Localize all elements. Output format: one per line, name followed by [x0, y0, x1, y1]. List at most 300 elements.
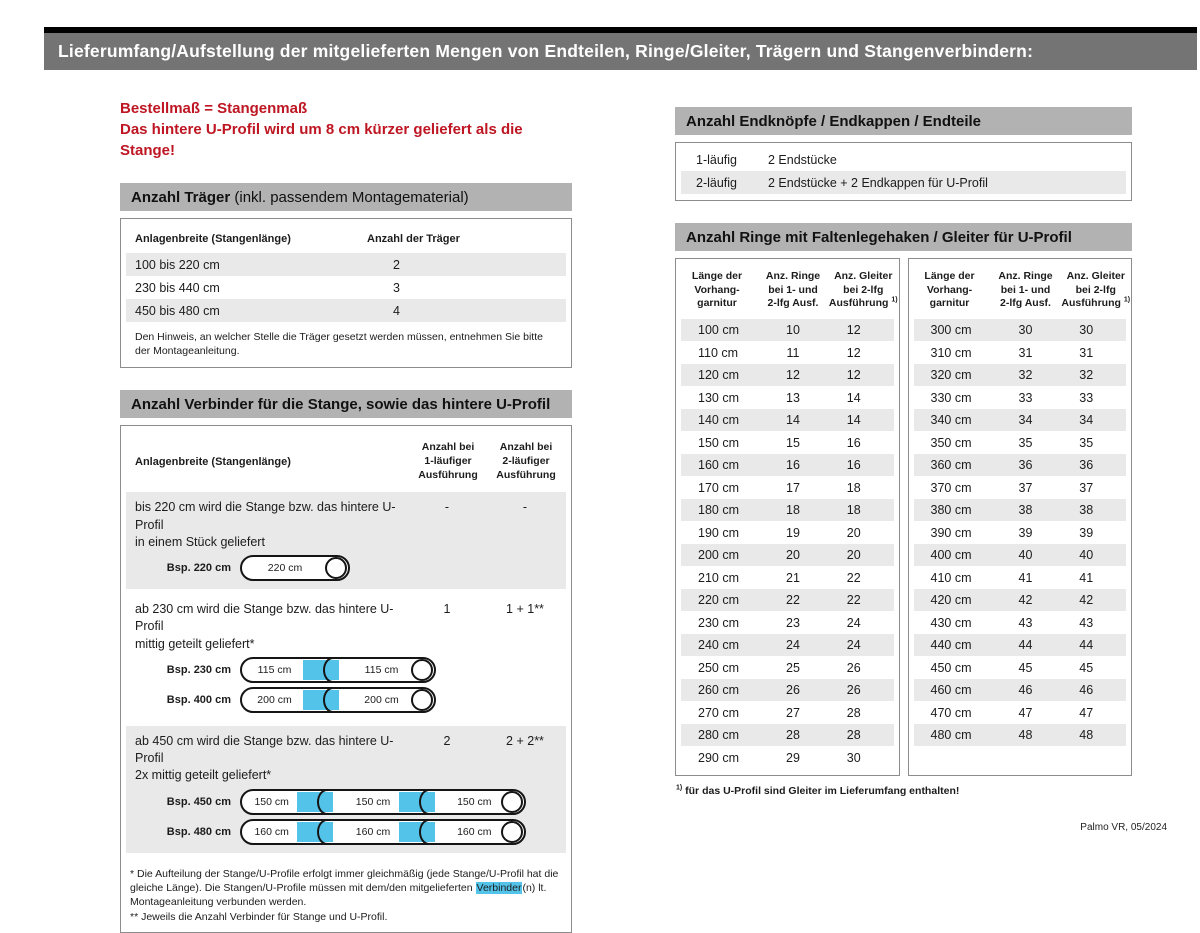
gleiter-count-cell: 28: [846, 728, 861, 743]
gleiter-count-cell: 26: [846, 660, 861, 675]
rod-segment-label: 150 cm: [355, 795, 391, 808]
laeufigkeit-cell: 2-läufig: [696, 175, 737, 190]
gleiter-footnote-text: für das U-Profil sind Gleiter im Lieferumfang enthalten!: [682, 784, 960, 797]
garnitur-length-cell: 350 cm: [930, 435, 972, 450]
rod-segment-label: 160 cm: [457, 825, 492, 838]
traeger-row: [126, 299, 566, 322]
description-line-1: bis 220 cm wird die Stange bzw. das hintere U-Profil: [135, 500, 396, 532]
header-line: Anz. Gleiter: [1066, 270, 1125, 282]
ringe-row: [681, 566, 894, 589]
gleiter-count-cell: 28: [846, 705, 861, 720]
rod-endcap-icon: [501, 821, 523, 843]
ringe-count-cell: 10: [786, 323, 800, 338]
ringe-row: [681, 386, 894, 409]
verbinder-table-body: [121, 492, 571, 852]
header-line: bei 1- und: [768, 283, 818, 296]
garnitur-length-cell: 160 cm: [698, 458, 739, 473]
ringe-count-cell: 44: [1018, 638, 1033, 653]
garnitur-length-cell: 330 cm: [930, 390, 972, 405]
ringe-gleiter-table: [675, 258, 1132, 776]
garnitur-length-cell: 120 cm: [698, 368, 739, 383]
traeger-row: [126, 253, 566, 276]
traeger-table-header: [121, 224, 571, 253]
rod-connector: [403, 791, 445, 813]
garnitur-length-cell: 260 cm: [698, 683, 739, 698]
gleiter-count-cell: 20: [846, 548, 861, 563]
endteile-cell: 2 Endstücke + 2 Endkappen für U-Profil: [768, 175, 988, 190]
gleiter-count-cell: 16: [846, 435, 861, 450]
gleiter-count-cell: 35: [1079, 435, 1094, 450]
header-line: Anz. Gleiter: [834, 270, 893, 282]
gleiter-count-cell: 40: [1079, 548, 1094, 563]
laeufigkeit-cell: 1-läufig: [696, 152, 737, 167]
notice-line-2: Das hintere U-Profil wird um 8 cm kürzer geliefert als die Stange!: [120, 121, 523, 159]
ringe-count-cell: 12: [786, 368, 800, 383]
ringe-count-cell: 47: [1018, 705, 1033, 720]
gleiter-count-cell: 22: [846, 570, 861, 585]
ringe-row: [681, 319, 894, 342]
gleiter-count-cell: 48: [1079, 728, 1094, 743]
header-line: Anzahl bei: [499, 441, 553, 454]
verbinder-highlight: Verbinder: [476, 882, 522, 894]
rod-example-label: Bsp. 230 cm: [166, 663, 231, 676]
traeger-section-title-suffix: (inkl. passendem Montagematerial): [230, 188, 469, 206]
ringe-count-cell: 23: [786, 615, 800, 630]
description-line-1: ab 450 cm wird die Stange bzw. das hintere U-Profil: [135, 733, 394, 766]
rod-segment-label: 200 cm: [257, 693, 292, 706]
gleiter-count-cell: 42: [1079, 593, 1094, 608]
garnitur-length-cell: 360 cm: [930, 458, 972, 473]
garnitur-length-cell: 470 cm: [930, 705, 972, 720]
garnitur-length-cell: 440 cm: [930, 638, 972, 653]
ringe-row: [914, 679, 1127, 702]
ringe-count-cell: 24: [786, 638, 800, 653]
traeger-count-cell: 2: [393, 257, 400, 272]
version-label: Palmo VR, 05/2024: [1080, 822, 1167, 833]
ringe-row: [914, 701, 1127, 724]
garnitur-length-cell: 280 cm: [698, 728, 739, 743]
ringe-row: [914, 364, 1127, 387]
header-line: garnitur: [697, 297, 737, 310]
rod-connector: [307, 659, 349, 681]
ringe-header-row: [909, 263, 1132, 319]
garnitur-length-cell: 250 cm: [698, 660, 739, 675]
verbinder-table-header: [121, 431, 571, 492]
ringe-count-cell: 13: [786, 390, 800, 405]
header-line: 2-lfg Ausf.: [1000, 297, 1051, 310]
anlagenbreite-cell: 100 bis 220 cm: [135, 257, 220, 272]
rod-graphic: [240, 657, 436, 683]
header-line: 2-läufiger: [502, 454, 550, 467]
ringe-row: [681, 341, 894, 364]
connector-arc: [419, 819, 439, 845]
gleiter-count-cell: 14: [846, 413, 861, 428]
traeger-table-body: [121, 253, 571, 322]
gleiter-footnote-marker: 1): [676, 784, 683, 792]
description-line-1: ab 230 cm wird die Stange bzw. das hintere U-Profil: [135, 602, 394, 634]
count-1-laeufig-cell: 1: [443, 602, 451, 617]
rod-endcap-icon: [325, 557, 347, 579]
gleiter-count-cell: 45: [1079, 660, 1094, 675]
ringe-row: [681, 431, 894, 454]
ringe-count-cell: 28: [786, 728, 800, 743]
endteile-section-title: Anzahl Endknöpfe / Endkappen / Endteile: [686, 112, 982, 130]
ringe-section-title: Anzahl Ringe mit Faltenlegehaken / Gleiter für U-Profil: [686, 228, 1072, 246]
rod-segment-label: 150 cm: [457, 795, 492, 808]
rod-graphic: [240, 555, 350, 581]
gleiter-count-cell: 37: [1079, 480, 1094, 495]
ringe-row: [681, 701, 894, 724]
ringe-row: [681, 724, 894, 747]
rod-segment-label: 150 cm: [254, 795, 289, 808]
rod-segment-label: 115 cm: [257, 663, 292, 676]
garnitur-length-cell: 200 cm: [698, 548, 739, 563]
connector-arc: [317, 819, 337, 845]
ringe-count-cell: 42: [1018, 593, 1033, 608]
ringe-count-cell: 32: [1018, 368, 1033, 383]
garnitur-length-cell: 170 cm: [698, 480, 739, 495]
endteile-cell: 2 Endstücke: [768, 152, 837, 167]
rod-diagram: [135, 555, 564, 581]
header-line: Länge der: [691, 270, 743, 282]
traeger-col1-header: Anlagenbreite (Stangenlänge): [135, 233, 291, 245]
verbinder-footnotes: [121, 858, 571, 927]
ringe-count-cell: 25: [786, 660, 800, 675]
ringe-section-header: [675, 223, 1132, 251]
garnitur-length-cell: 310 cm: [930, 345, 972, 360]
gleiter-count-cell: 41: [1079, 570, 1094, 585]
garnitur-length-cell: 390 cm: [930, 525, 972, 540]
ringe-row: [914, 409, 1127, 432]
ringe-count-cell: 45: [1018, 660, 1033, 675]
garnitur-length-cell: 100 cm: [698, 323, 739, 338]
garnitur-length-cell: 410 cm: [930, 570, 972, 585]
ringe-count-cell: 35: [1018, 435, 1033, 450]
ringe-col1-header: [909, 270, 991, 311]
ringe-count-cell: 31: [1018, 345, 1033, 360]
gleiter-count-cell: 14: [846, 390, 861, 405]
garnitur-length-cell: 320 cm: [930, 368, 972, 383]
rod-segment-label: 160 cm: [355, 825, 391, 838]
ringe-count-cell: 15: [786, 435, 800, 450]
ringe-row: [681, 454, 894, 477]
garnitur-length-cell: 140 cm: [698, 413, 739, 428]
garnitur-length-cell: 210 cm: [698, 570, 739, 585]
footnote-asterisk-text-end: (n) lt. Montageanleitung verbunden werden.: [130, 882, 547, 909]
verbinder-table: [120, 425, 572, 933]
ringe-row: [914, 341, 1127, 364]
header-line: Ausführung $^{1)}$: [1061, 296, 1131, 310]
ringe-row: [914, 476, 1127, 499]
garnitur-length-cell: 230 cm: [698, 615, 739, 630]
ringe-count-cell: 20: [786, 548, 800, 563]
gleiter-count-cell: 12: [846, 345, 861, 360]
rod-diagram: [135, 657, 564, 683]
garnitur-length-cell: 300 cm: [930, 323, 972, 338]
verbinder-col2-header: [409, 441, 487, 482]
rod-connector: [403, 821, 445, 843]
ringe-count-cell: 16: [786, 458, 800, 473]
page-title-bar: [44, 27, 1197, 70]
order-size-notice: [120, 98, 572, 161]
header-line: Länge der: [924, 270, 975, 282]
ringe-row: [914, 634, 1127, 657]
garnitur-length-cell: 340 cm: [930, 413, 972, 428]
verbinder-row: [126, 492, 566, 589]
rod-endcap-icon: [411, 659, 433, 681]
gleiter-footnote: [675, 785, 1132, 797]
garnitur-length-cell: 400 cm: [930, 548, 972, 563]
header-line: Ausführung: [496, 468, 556, 481]
garnitur-length-cell: 460 cm: [930, 683, 972, 698]
ringe-row: [681, 634, 894, 657]
verbinder-row-description: [135, 733, 408, 785]
count-2-laeufig-cell: -: [522, 500, 528, 515]
ringe-count-cell: 46: [1018, 683, 1033, 698]
header-line: Ausführung: [418, 468, 478, 481]
endteile-table: [675, 142, 1132, 201]
ringe-count-cell: 34: [1018, 413, 1033, 428]
rod-endcap-icon: [411, 689, 433, 711]
gleiter-count-cell: 34: [1079, 413, 1094, 428]
verbinder-section-title: Anzahl Verbinder für die Stange, sowie das hintere U-Profil: [131, 395, 551, 413]
ringe-count-cell: 26: [786, 683, 800, 698]
gleiter-count-cell: 16: [846, 458, 861, 473]
ringe-count-cell: 36: [1018, 458, 1033, 473]
verbinder-row-description: [135, 601, 408, 653]
ringe-row: [681, 589, 894, 612]
ringe-count-cell: 22: [786, 593, 800, 608]
garnitur-length-cell: 430 cm: [930, 615, 972, 630]
gleiter-count-cell: 26: [846, 683, 861, 698]
garnitur-length-cell: 290 cm: [698, 750, 739, 765]
gleiter-count-cell: 30: [1079, 323, 1094, 338]
rod-diagram: [135, 789, 564, 815]
ringe-row: [914, 724, 1127, 747]
garnitur-length-cell: 450 cm: [930, 660, 972, 675]
garnitur-length-cell: 370 cm: [930, 480, 972, 495]
page-title: Lieferumfang/Aufstellung der mitgelieferten Mengen von Endteilen, Ringe/Gleiter, Trägern und Stangenverbindern:: [58, 41, 1034, 61]
footnote-marker: 1): [891, 296, 898, 304]
rod-example-label: Bsp. 400 cm: [166, 693, 231, 706]
count-1-laeufig-cell: -: [444, 500, 450, 515]
ringe-count-cell: 21: [786, 570, 800, 585]
gleiter-count-cell: 20: [846, 525, 861, 540]
ringe-row: [914, 566, 1127, 589]
gleiter-count-cell: 24: [846, 615, 861, 630]
gleiter-count-cell: 43: [1079, 615, 1094, 630]
header-line: bei 2-lfg: [843, 283, 884, 296]
garnitur-length-cell: 270 cm: [698, 705, 739, 720]
traeger-count-cell: 3: [393, 280, 400, 295]
ringe-row: [914, 386, 1127, 409]
header-line: Vorhang-: [926, 283, 973, 296]
ringe-row: [914, 499, 1127, 522]
verbinder-col3-header: [487, 441, 565, 482]
garnitur-length-cell: 480 cm: [930, 728, 972, 743]
gleiter-count-cell: 39: [1079, 525, 1094, 540]
traeger-count-cell: 4: [393, 303, 400, 318]
traeger-section-title: Anzahl Träger: [131, 188, 231, 206]
header-line: Anzahl bei: [421, 441, 475, 454]
ringe-count-cell: 17: [786, 480, 800, 495]
ringe-header-row: [676, 263, 899, 319]
rod-connector: [307, 689, 349, 711]
header-line: bei 2-lfg: [1075, 283, 1116, 296]
ringe-row: [681, 544, 894, 567]
ringe-count-cell: 48: [1018, 728, 1033, 743]
garnitur-length-cell: 110 cm: [698, 345, 739, 360]
notice-line-1: Bestellmaß = Stangenmaß: [120, 100, 308, 117]
gleiter-count-cell: 38: [1079, 503, 1094, 518]
endteile-row: [681, 171, 1126, 194]
rod-segment-label: 115 cm: [364, 663, 399, 676]
rod-diagram: [135, 819, 564, 845]
verbinder-row: [126, 726, 566, 853]
gleiter-count-cell: 18: [846, 480, 861, 495]
garnitur-length-cell: 180 cm: [698, 503, 739, 518]
garnitur-length-cell: 420 cm: [930, 593, 972, 608]
rod-example-label: Bsp. 220 cm: [166, 562, 231, 575]
ringe-count-cell: 33: [1018, 390, 1033, 405]
ringe-count-cell: 30: [1018, 323, 1033, 338]
ringe-table-right-half: [908, 258, 1133, 776]
footnote-asterisk: [130, 867, 559, 910]
ringe-col1-header: [676, 270, 758, 311]
rod-segment-label: 220 cm: [267, 562, 303, 575]
gleiter-count-cell: 30: [846, 750, 861, 765]
header-line: Anz. Ringe: [765, 270, 821, 282]
ringe-row: [681, 476, 894, 499]
gleiter-count-cell: 22: [846, 593, 861, 608]
verbinder-section-header: [120, 390, 572, 418]
garnitur-length-cell: 220 cm: [698, 593, 739, 608]
garnitur-length-cell: 380 cm: [930, 503, 972, 518]
ringe-count-cell: 40: [1018, 548, 1033, 563]
ringe-count-cell: 18: [786, 503, 800, 518]
header-line: Vorhang-: [694, 283, 740, 296]
gleiter-count-cell: 12: [846, 323, 861, 338]
ringe-row: [914, 656, 1127, 679]
header-line: garnitur: [929, 297, 970, 310]
ringe-row: [681, 521, 894, 544]
traeger-table: [120, 218, 572, 368]
verbinder-row-description: [135, 499, 408, 551]
rod-graphic: [240, 819, 526, 845]
ringe-row: [681, 364, 894, 387]
right-column: [675, 107, 1132, 797]
ringe-row: [914, 454, 1127, 477]
gleiter-count-cell: 31: [1079, 345, 1094, 360]
gleiter-count-cell: 47: [1079, 705, 1094, 720]
header-line: bei 1- und: [1000, 283, 1051, 296]
ringe-count-cell: 37: [1018, 480, 1033, 495]
rod-segment-label: 200 cm: [364, 693, 399, 706]
endteile-section-header: [675, 107, 1132, 135]
gleiter-count-cell: 24: [846, 638, 861, 653]
ringe-count-cell: 11: [786, 345, 800, 360]
ringe-row: [914, 611, 1127, 634]
left-column: [120, 98, 572, 933]
ringe-count-cell: 41: [1018, 570, 1033, 585]
rod-connector: [301, 791, 343, 813]
header-line: Ausführung $^{1)}$: [828, 296, 898, 310]
traeger-row: [126, 276, 566, 299]
ringe-count-cell: 43: [1018, 615, 1033, 630]
description-line-2: in einem Stück geliefert: [135, 534, 265, 549]
endteile-row: [681, 148, 1126, 171]
ringe-col2-header: [758, 270, 828, 311]
header-line: Anz. Ringe: [998, 270, 1053, 282]
ringe-row: [914, 521, 1127, 544]
footnote-asterisk-text: * Die Aufteilung der Stange/U-Profile erfolgt immer gleichmäßig (jede Stange/U-Profil hat die gleiche Länge). Die Stangen/U-Profile müssen mit dem/den mitgelieferten: [130, 867, 559, 894]
garnitur-length-cell: 130 cm: [698, 390, 739, 405]
ringe-table-left-half: [675, 258, 900, 776]
gleiter-count-cell: 46: [1079, 683, 1094, 698]
footnote-marker: 1): [1123, 296, 1131, 304]
ringe-col3-header: [828, 270, 899, 311]
ringe-row: [681, 611, 894, 634]
gleiter-count-cell: 33: [1079, 390, 1094, 405]
description-line-2: mittig geteilt geliefert*: [135, 636, 255, 651]
rod-example-label: Bsp. 480 cm: [166, 825, 231, 838]
rod-connector: [301, 821, 343, 843]
garnitur-length-cell: 190 cm: [698, 525, 739, 540]
header-line: 2-lfg Ausf.: [767, 297, 819, 310]
count-2-laeufig-cell: 2 + 2**: [506, 733, 544, 748]
connector-arc: [419, 789, 439, 815]
ringe-row: [914, 589, 1127, 612]
footnote-double-asterisk: ** Jeweils die Anzahl Verbinder für Stange und U-Profil.: [130, 910, 388, 923]
ringe-row: [681, 679, 894, 702]
anlagenbreite-cell: 230 bis 440 cm: [135, 280, 220, 295]
description-line-2: 2x mittig geteilt geliefert*: [135, 768, 272, 783]
garnitur-length-cell: 150 cm: [698, 435, 739, 450]
ringe-row: [914, 319, 1127, 342]
ringe-col3-header: [1061, 270, 1132, 311]
ringe-row: [914, 544, 1127, 567]
anlagenbreite-cell: 450 bis 480 cm: [135, 303, 220, 318]
gleiter-count-cell: 44: [1079, 638, 1094, 653]
endteile-table-body: [676, 148, 1131, 194]
ringe-count-cell: 19: [786, 525, 800, 540]
rod-graphic: [240, 789, 526, 815]
connector-arc: [323, 657, 343, 683]
ringe-row: [681, 746, 894, 769]
verbinder-col1-header: Anlagenbreite (Stangenlänge): [135, 455, 291, 468]
rod-segment-label: 160 cm: [254, 825, 289, 838]
rod-endcap-icon: [501, 791, 523, 813]
ringe-count-cell: 27: [786, 705, 800, 720]
traeger-col2-header: Anzahl der Träger: [367, 233, 460, 245]
ringe-count-cell: 29: [786, 750, 800, 765]
ringe-row: [681, 499, 894, 522]
rod-graphic: [240, 687, 436, 713]
ringe-count-cell: 38: [1018, 503, 1033, 518]
ringe-row: [914, 431, 1127, 454]
ringe-count-cell: 14: [786, 413, 800, 428]
gleiter-count-cell: 12: [846, 368, 861, 383]
count-1-laeufig-cell: 2: [443, 733, 451, 748]
garnitur-length-cell: 240 cm: [698, 638, 739, 653]
header-line: 1-läufiger: [424, 454, 472, 467]
traeger-section-header: [120, 183, 572, 211]
ringe-count-cell: 39: [1018, 525, 1033, 540]
gleiter-count-cell: 36: [1079, 458, 1094, 473]
connector-arc: [317, 789, 337, 815]
ringe-row: [681, 409, 894, 432]
ringe-row: [681, 656, 894, 679]
